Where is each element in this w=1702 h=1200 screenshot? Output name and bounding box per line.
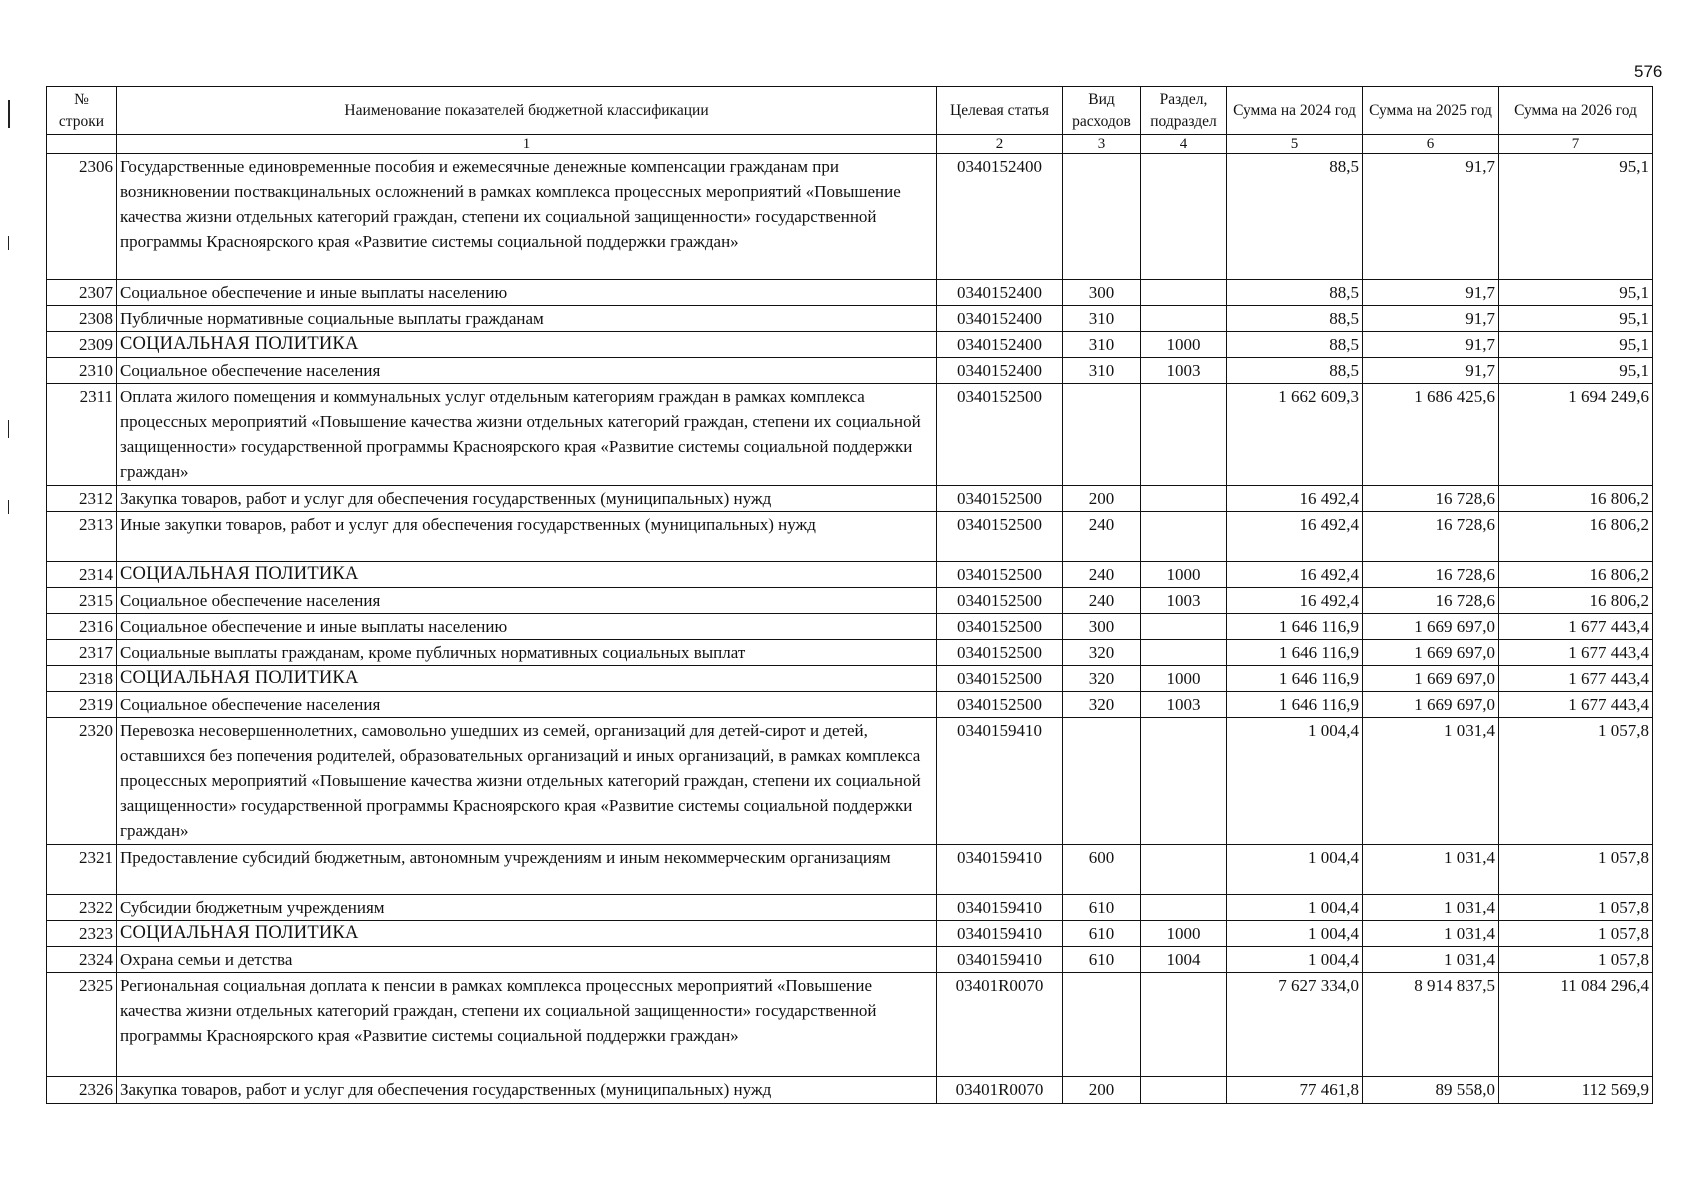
row-sum-2026: 1 057,8 [1499, 718, 1653, 845]
column-number-blank [47, 135, 117, 154]
table-row [47, 562, 1653, 588]
table-row [47, 332, 1653, 358]
row-section: 1003 [1141, 588, 1227, 614]
row-expense-type: 610 [1063, 895, 1141, 921]
row-sum-2025: 16 728,6 [1363, 486, 1499, 512]
row-sum-2025: 1 031,4 [1363, 845, 1499, 895]
row-expense-type: 300 [1063, 280, 1141, 306]
row-name: Социальные выплаты гражданам, кроме публичных нормативных социальных выплат [117, 640, 937, 666]
col-header-no: № строки [47, 87, 117, 135]
row-number: 2326 [47, 1077, 117, 1104]
row-target-article: 0340152400 [937, 154, 1063, 280]
table-row [47, 614, 1653, 640]
row-sum-2026: 1 057,8 [1499, 895, 1653, 921]
table-row [47, 718, 1653, 845]
column-number: 2 [937, 135, 1063, 154]
row-section [1141, 306, 1227, 332]
table-row [47, 588, 1653, 614]
row-target-article: 0340152400 [937, 332, 1063, 358]
column-number: 3 [1063, 135, 1141, 154]
row-sum-2026: 1 057,8 [1499, 947, 1653, 973]
column-number: 5 [1227, 135, 1363, 154]
row-expense-type: 240 [1063, 512, 1141, 562]
table-row [47, 512, 1653, 562]
row-number: 2310 [47, 358, 117, 384]
row-target-article: 0340152400 [937, 280, 1063, 306]
row-sum-2025: 1 686 425,6 [1363, 384, 1499, 486]
col-header-code: Целевая статья [937, 87, 1063, 135]
row-target-article: 03401R0070 [937, 973, 1063, 1077]
row-name: Закупка товаров, работ и услуг для обеспечения государственных (муниципальных) нужд [117, 486, 937, 512]
row-expense-type [1063, 384, 1141, 486]
row-number: 2325 [47, 973, 117, 1077]
col-header-expense-type: Вид расходов [1063, 87, 1141, 135]
row-sum-2025: 16 728,6 [1363, 588, 1499, 614]
row-expense-type: 240 [1063, 562, 1141, 588]
row-section [1141, 486, 1227, 512]
row-section [1141, 718, 1227, 845]
row-sum-2025: 89 558,0 [1363, 1077, 1499, 1104]
table-row [47, 692, 1653, 718]
row-target-article: 0340159410 [937, 921, 1063, 947]
row-number: 2322 [47, 895, 117, 921]
row-sum-2025: 91,7 [1363, 280, 1499, 306]
row-sum-2024: 16 492,4 [1227, 512, 1363, 562]
row-target-article: 0340152500 [937, 384, 1063, 486]
row-section [1141, 614, 1227, 640]
row-expense-type: 320 [1063, 640, 1141, 666]
row-name: Социальное обеспечение и иные выплаты населению [117, 280, 937, 306]
row-sum-2024: 77 461,8 [1227, 1077, 1363, 1104]
scan-margin-mark [8, 100, 10, 128]
row-sum-2025: 91,7 [1363, 306, 1499, 332]
row-number: 2308 [47, 306, 117, 332]
col-header-section: Раздел, подраздел [1141, 87, 1227, 135]
row-name: Социальное обеспечение населения [117, 588, 937, 614]
row-section [1141, 973, 1227, 1077]
row-name: Оплата жилого помещения и коммунальных услуг отдельным категориям граждан в рамках комплекса процессных мероприятий «Повышение качества жизни отдельных категорий граждан, степени их социальной защищенности» государственной программы Красноярского края «Развитие системы социальной поддержки граждан» [117, 384, 937, 486]
row-target-article: 0340152500 [937, 588, 1063, 614]
row-section [1141, 512, 1227, 562]
row-expense-type [1063, 154, 1141, 280]
row-section [1141, 1077, 1227, 1104]
table-row [47, 895, 1653, 921]
row-sum-2026: 16 806,2 [1499, 588, 1653, 614]
col-header-sum-2024: Сумма на 2024 год [1227, 87, 1363, 135]
header-row [47, 87, 1653, 135]
row-sum-2026: 112 569,9 [1499, 1077, 1653, 1104]
row-target-article: 03401R0070 [937, 1077, 1063, 1104]
col-header-name: Наименование показателей бюджетной классификации [117, 87, 937, 135]
row-name: Субсидии бюджетным учреждениям [117, 895, 937, 921]
row-sum-2025: 1 031,4 [1363, 718, 1499, 845]
table-row [47, 486, 1653, 512]
row-sum-2025: 91,7 [1363, 154, 1499, 280]
row-sum-2026: 95,1 [1499, 280, 1653, 306]
row-sum-2024: 1 004,4 [1227, 895, 1363, 921]
table-row [47, 306, 1653, 332]
col-header-sum-2026: Сумма на 2026 год [1499, 87, 1653, 135]
row-sum-2025: 1 031,4 [1363, 921, 1499, 947]
table-row [47, 280, 1653, 306]
row-name: Социальное обеспечение и иные выплаты населению [117, 614, 937, 640]
row-name: Закупка товаров, работ и услуг для обеспечения государственных (муниципальных) нужд [117, 1077, 937, 1104]
row-sum-2025: 91,7 [1363, 332, 1499, 358]
column-number: 7 [1499, 135, 1653, 154]
row-name: Социальное обеспечение населения [117, 692, 937, 718]
row-section: 1000 [1141, 332, 1227, 358]
row-section [1141, 384, 1227, 486]
row-section [1141, 640, 1227, 666]
row-number: 2306 [47, 154, 117, 280]
row-sum-2026: 95,1 [1499, 306, 1653, 332]
row-sum-2024: 1 004,4 [1227, 947, 1363, 973]
row-name: СОЦИАЛЬНАЯ ПОЛИТИКА [117, 332, 937, 358]
table-row [47, 1077, 1653, 1104]
row-number: 2312 [47, 486, 117, 512]
row-name: СОЦИАЛЬНАЯ ПОЛИТИКА [117, 921, 937, 947]
row-expense-type [1063, 718, 1141, 845]
row-name: СОЦИАЛЬНАЯ ПОЛИТИКА [117, 562, 937, 588]
row-target-article: 0340152500 [937, 614, 1063, 640]
row-expense-type: 610 [1063, 947, 1141, 973]
table-row [47, 666, 1653, 692]
row-sum-2024: 1 646 116,9 [1227, 666, 1363, 692]
row-number: 2309 [47, 332, 117, 358]
table-row [47, 973, 1653, 1077]
row-sum-2025: 8 914 837,5 [1363, 973, 1499, 1077]
row-sum-2025: 1 031,4 [1363, 895, 1499, 921]
row-number: 2311 [47, 384, 117, 486]
row-target-article: 0340159410 [937, 718, 1063, 845]
row-sum-2026: 16 806,2 [1499, 562, 1653, 588]
row-target-article: 0340159410 [937, 895, 1063, 921]
row-number: 2313 [47, 512, 117, 562]
row-sum-2024: 1 004,4 [1227, 718, 1363, 845]
row-section [1141, 895, 1227, 921]
table-row [47, 845, 1653, 895]
row-target-article: 0340152400 [937, 358, 1063, 384]
row-sum-2026: 1 057,8 [1499, 921, 1653, 947]
row-sum-2026: 1 057,8 [1499, 845, 1653, 895]
row-section [1141, 154, 1227, 280]
row-sum-2026: 95,1 [1499, 332, 1653, 358]
scan-margin-mark [8, 500, 9, 514]
row-name: Предоставление субсидий бюджетным, автономным учреждениям и иным некоммерческим организациям [117, 845, 937, 895]
row-expense-type [1063, 973, 1141, 1077]
row-number: 2319 [47, 692, 117, 718]
col-header-sum-2025: Сумма на 2025 год [1363, 87, 1499, 135]
row-sum-2024: 88,5 [1227, 280, 1363, 306]
row-sum-2025: 1 669 697,0 [1363, 666, 1499, 692]
row-expense-type: 320 [1063, 692, 1141, 718]
row-name: Перевозка несовершеннолетних, самовольно ушедших из семей, организаций для детей-сирот и детей, оставшихся без попечения родителей, образовательных организаций и иных организаций, в рамках комплекса процессных мероприятий «Повышение качества жизни отдельных категорий граждан, степени их социальной защищенности» государственной программы Красноярского края «Развитие системы социальной поддержки граждан» [117, 718, 937, 845]
row-number: 2315 [47, 588, 117, 614]
row-name: Иные закупки товаров, работ и услуг для обеспечения государственных (муниципальных) нужд [117, 512, 937, 562]
row-target-article: 0340152500 [937, 562, 1063, 588]
row-sum-2026: 16 806,2 [1499, 486, 1653, 512]
row-sum-2025: 91,7 [1363, 358, 1499, 384]
row-sum-2026: 1 694 249,6 [1499, 384, 1653, 486]
row-expense-type: 310 [1063, 332, 1141, 358]
row-expense-type: 200 [1063, 1077, 1141, 1104]
row-target-article: 0340152400 [937, 306, 1063, 332]
row-name: СОЦИАЛЬНАЯ ПОЛИТИКА [117, 666, 937, 692]
row-sum-2024: 1 004,4 [1227, 921, 1363, 947]
row-target-article: 0340159410 [937, 947, 1063, 973]
row-section: 1004 [1141, 947, 1227, 973]
column-number: 4 [1141, 135, 1227, 154]
budget-table [46, 86, 1653, 1104]
row-target-article: 0340159410 [937, 845, 1063, 895]
row-expense-type: 310 [1063, 358, 1141, 384]
table-row [47, 384, 1653, 486]
row-sum-2026: 1 677 443,4 [1499, 640, 1653, 666]
row-target-article: 0340152500 [937, 640, 1063, 666]
row-target-article: 0340152500 [937, 666, 1063, 692]
row-section [1141, 845, 1227, 895]
row-sum-2024: 88,5 [1227, 358, 1363, 384]
row-sum-2024: 1 662 609,3 [1227, 384, 1363, 486]
row-sum-2025: 16 728,6 [1363, 562, 1499, 588]
row-number: 2317 [47, 640, 117, 666]
row-number: 2320 [47, 718, 117, 845]
row-section: 1000 [1141, 562, 1227, 588]
row-sum-2025: 1 669 697,0 [1363, 692, 1499, 718]
row-number: 2321 [47, 845, 117, 895]
row-sum-2024: 88,5 [1227, 332, 1363, 358]
row-expense-type: 300 [1063, 614, 1141, 640]
row-target-article: 0340152500 [937, 692, 1063, 718]
row-sum-2026: 95,1 [1499, 154, 1653, 280]
row-section: 1000 [1141, 666, 1227, 692]
table-row [47, 154, 1653, 280]
row-sum-2025: 1 669 697,0 [1363, 614, 1499, 640]
table-row [47, 921, 1653, 947]
row-number: 2323 [47, 921, 117, 947]
page-number: 576 [1634, 62, 1663, 81]
row-section [1141, 280, 1227, 306]
row-sum-2026: 1 677 443,4 [1499, 666, 1653, 692]
row-sum-2024: 7 627 334,0 [1227, 973, 1363, 1077]
row-sum-2026: 1 677 443,4 [1499, 614, 1653, 640]
row-name: Региональная социальная доплата к пенсии в рамках комплекса процессных мероприятий «Повышение качества жизни отдельных категорий граждан, степени их социальной защищенности» государственной программы Красноярского края «Развитие системы социальной поддержки граждан» [117, 973, 937, 1077]
row-sum-2026: 16 806,2 [1499, 512, 1653, 562]
row-expense-type: 310 [1063, 306, 1141, 332]
scan-margin-mark [8, 420, 9, 438]
row-number: 2316 [47, 614, 117, 640]
row-number: 2307 [47, 280, 117, 306]
table-row [47, 358, 1653, 384]
row-section: 1003 [1141, 692, 1227, 718]
row-sum-2024: 16 492,4 [1227, 562, 1363, 588]
row-expense-type: 200 [1063, 486, 1141, 512]
row-sum-2024: 1 646 116,9 [1227, 640, 1363, 666]
scan-margin-mark [8, 236, 9, 250]
row-number: 2324 [47, 947, 117, 973]
row-sum-2024: 88,5 [1227, 306, 1363, 332]
row-target-article: 0340152500 [937, 512, 1063, 562]
row-number: 2314 [47, 562, 117, 588]
row-sum-2024: 1 646 116,9 [1227, 614, 1363, 640]
row-sum-2025: 1 669 697,0 [1363, 640, 1499, 666]
column-number: 1 [117, 135, 937, 154]
row-number: 2318 [47, 666, 117, 692]
row-section: 1003 [1141, 358, 1227, 384]
row-name: Охрана семьи и детства [117, 947, 937, 973]
row-sum-2024: 16 492,4 [1227, 588, 1363, 614]
row-sum-2024: 1 646 116,9 [1227, 692, 1363, 718]
table-row [47, 640, 1653, 666]
row-sum-2025: 16 728,6 [1363, 512, 1499, 562]
row-name: Государственные единовременные пособия и ежемесячные денежные компенсации гражданам при возникновении поствакцинальных осложнений в рамках комплекса процессных мероприятий «Повышение качества жизни отдельных категорий граждан, степени их социальной защищенности» государственной программы Красноярского края «Развитие системы социальной поддержки граждан» [117, 154, 937, 280]
row-sum-2024: 16 492,4 [1227, 486, 1363, 512]
row-sum-2024: 88,5 [1227, 154, 1363, 280]
row-sum-2026: 11 084 296,4 [1499, 973, 1653, 1077]
row-expense-type: 600 [1063, 845, 1141, 895]
row-expense-type: 240 [1063, 588, 1141, 614]
row-sum-2026: 95,1 [1499, 358, 1653, 384]
row-section: 1000 [1141, 921, 1227, 947]
column-number: 6 [1363, 135, 1499, 154]
row-expense-type: 610 [1063, 921, 1141, 947]
column-number-row [47, 135, 1653, 154]
row-sum-2025: 1 031,4 [1363, 947, 1499, 973]
row-target-article: 0340152500 [937, 486, 1063, 512]
row-name: Социальное обеспечение населения [117, 358, 937, 384]
row-expense-type: 320 [1063, 666, 1141, 692]
row-sum-2024: 1 004,4 [1227, 845, 1363, 895]
row-name: Публичные нормативные социальные выплаты гражданам [117, 306, 937, 332]
table-row [47, 947, 1653, 973]
row-sum-2026: 1 677 443,4 [1499, 692, 1653, 718]
